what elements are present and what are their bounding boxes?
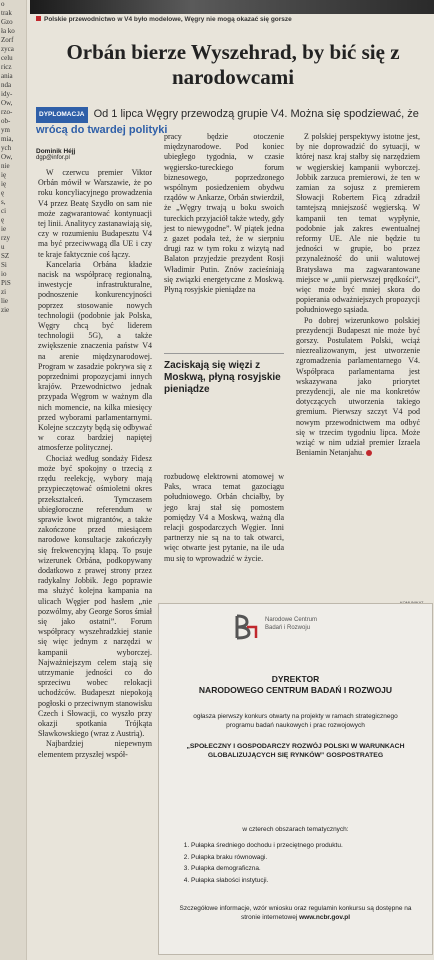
ad-areas-intro: w czterech obszarach tematycznych: (242, 826, 349, 833)
strip-fragment: Ow, (1, 99, 13, 107)
author-name: Dominik Héjj (36, 148, 76, 155)
strip-fragment: idy- (1, 90, 13, 98)
paragraph-final (296, 316, 420, 459)
strip-fragment: u (1, 243, 5, 251)
paragraph: pracy będzie otoczenie międzynarodowe. Pod koniec ubiegłego tygodnia, w czasie węgiersko-tureckiego forum biznesowego, poprzedzonego wspólnym posiedzeniem obydwu rządów w Ankarze, Orbán stwierdził, że „Węgry trwają u boku swoich tureckich przyjaciół także wtedy, gdy jest to niewygodne”. W piątek jedna z gazet podała też, że w sierpniu drugi raz w tym roku z wizytą nad Balaton przyjedzie prezydent Rosji Władimir Putin. Znów zacieśniają się związki energetyczne z Moskwą. Płyną rosyjskie pieniądze na (164, 132, 284, 295)
strip-fragment: o (1, 0, 5, 8)
strip-fragment: ę (1, 189, 5, 197)
paragraph: Najbardziej niepewnym elementem przyszłej współ- (38, 739, 152, 759)
list-item: 4. Pułapka słabości instytucji. (191, 875, 343, 887)
ad-title (159, 674, 432, 696)
paragraph: W czerwcu premier Viktor Orbán mówił w Warszawie, że po roku koncyliacyjnego prowadzenia V4 przez Beatę Szydło on sam nie może zagwarantować kontynuacji tej linii. Analitycy zastanawiają się, czy w rozumieniu Budapesztu V4 ma być przeciwwagą dla UE i czy te kraje faktycznie coś łączy. (38, 168, 152, 259)
strip-fragment: ob- (1, 117, 11, 125)
strip-fragment: ę (1, 216, 5, 224)
photo-caption: Polskie przewodnictwo w V4 było modelowe, Węgry nie mogą okazać się gorsze (36, 16, 292, 23)
article-column-2 (164, 132, 284, 295)
strip-fragment: PiS (1, 279, 11, 287)
article-photo (30, 0, 434, 14)
strip-fragment: SZ (1, 252, 10, 260)
paragraph: Chociaż według sondaży Fidesz może być spokojny o trzecią z rzędu reelekcję, wybory mają przypieczętować ośmioletni okres przekształceń. Tymczasem ubiegłoroczne referendum w sprawie kwot migrantów, a także zakończone przed miesiącem narodowe konsultacje zakończyły się frekwencyjną klapą. To psuje wizerunek Orbána, podkopywany dodatkowo z prawej strony przez radykalny Jobbik. Jego poprawie ma służyć kolejna kampania na ulicach Węgier pod hasłem „nie pozwólmy, aby George Soros śmiał się jako ostatni”. Forum współpracy wyszehradzkiej stanie się więc jednym z narzędzi w kampanii wyborczej. Najważniejszym celem stają się utrzymanie jedności co do sprzeciwu wobec relokacji uchodźców. Budapeszt niepokoją pogłoski o przeciwnym stanowisku Czech i Słowacji, co wyszło przy okazji spotkania Trójkąta Sławkowskiego (wraz z Austrią). (38, 453, 152, 739)
strip-fragment: Gzo (1, 18, 13, 26)
paragraph-text: Po dobrej wizerunkowo polskiej prezydencji Budapeszt nie może być gorszy. Postulatem Polski, wciąż niezrealizowanym, jest utworzenie zgromadzenia parlamentarnego V4. Współpraca parlamentarna jest wskazywana jako priorytet prezydencji, ale nie ma konkretów dotyczących utworzenia takiego gremium. Pierwszy szczyt V4 pod nowym przewodnictwem ma odbyć się w trzecim tygodniu lipca. Może wziąć w nim udział premier Izraela Beniamin Netanjahu. (296, 315, 420, 458)
article-column-3 (296, 132, 420, 459)
ncbr-advertisement (158, 603, 433, 955)
list-item: 1. Pułapka średniego dochodu i przeciętnego produktu. (191, 840, 343, 852)
adjacent-column-strip (0, 0, 27, 960)
strip-fragment: rzy (1, 234, 10, 242)
article-column-1 (38, 168, 152, 760)
paragraph: Kancelaria Orbána kładzie nacisk na współpracę regionalną, inwestycje infrastrukturalne, podnoszenie konkurencyjności poprzez stosowanie nowych technologii (podobnie jak Polska, Węgry chcą być liderem technologii 5G), a także zwiększenie znaczenia państw V4 na arenie międzynarodowej. Program w zasadzie pokrywa się z poprzednimi propozycjami innych krajów. Przewodnictwo jednak przypada Węgrom w ważnym dla nich momencie, na kilka miesięcy przed wyborami parlamentarnymi. Kolejne sczczyty będą się odbywać w coraz bardziej napiętej atmosferze politycznej. (38, 259, 152, 453)
logo-line-2: Badań i Rozwoju (265, 625, 311, 631)
paragraph: Z polskiej perspektywy istotne jest, by nie doprowadzić do sytuacji, w której nasz kraj stałby się narzędziem w węgierskiej kampanii wyborczej. Jobbik zarzuca premierowi, że ten w zamian za sojusz z premierem Słowacji Robertem Ficą zdradził tamtejszą mniejszość węgierską. W kampanii ten temat wypłynie, podobnie jak zakres ewentualnej reformy UE. Ale nie będzie tu jedności w grupie, bo przez przynależność do unii walutowej Bratysława ma zagwarantowane miejsce w „unii pierwszej prędkości”, więc może być mniej skora do popierania odważniejszych propozycji południowego sąsiada. (296, 132, 420, 315)
list-item: 3. Pułapka demograficzna. (191, 863, 343, 875)
ad-url-link[interactable]: www.ncbr.gov.pl (299, 914, 351, 921)
section-tag: DYPLOMACJA (36, 107, 88, 123)
lead-highlight: wrócą do twardej polityki (36, 124, 168, 136)
strip-fragment: zie (1, 306, 10, 314)
strip-fragment: mia, (1, 135, 14, 143)
strip-fragment: s, (1, 198, 6, 206)
pull-quote: Zaciskają się więzi z Moskwą, płyną rosyjskie pieniądze (164, 353, 284, 396)
strip-fragment: ię (1, 180, 7, 188)
strip-fragment: ci (1, 207, 7, 215)
ad-intro: ogłasza pierwszy konkurs otwarty na projekty w ramach strategicznego programu badań naukowych i prac rozwojowych (193, 713, 398, 729)
strip-fragment: ie (1, 225, 7, 233)
ad-title-line-1: DYREKTOR (271, 674, 320, 684)
headline: Orbán bierze Wyszehrad, by bić się z narodowcami (66, 40, 400, 89)
byline (36, 148, 75, 162)
strip-fragment: ym (1, 126, 10, 134)
strip-fragment: ricz (1, 63, 12, 71)
strip-fragment: nie (1, 162, 10, 170)
strip-fragment: ię (1, 171, 7, 179)
author-email: dgp@infor.pl (36, 155, 70, 161)
ad-program-name: „SPOŁECZNY I GOSPODARCZY ROZWÓJ POLSKI W WARUNKACH GLOBALIZUJĄCYCH SIĘ RYNKÓW” GOSPOSTRATEG (186, 743, 405, 759)
strip-fragment: Si (1, 261, 7, 269)
lead-text: Od 1 lipca Węgry przewodzą grupie V4. Można się spodziewać, że (93, 108, 419, 120)
strip-fragment: celu (1, 54, 13, 62)
list-item: 2. Pułapka braku równowagi. (191, 852, 343, 864)
strip-fragment: zi (1, 288, 7, 296)
article-end-mark-icon (366, 450, 372, 456)
strip-fragment: ła ko (1, 27, 15, 35)
paragraph: rozbudowę elektrowni atomowej w Paks, wraca temat gazociągu południowego. Orbán chciałby, by jego kraj stał się pomostem pomiędzy V4 a Moskwą, ważną dla relacji gospodarczych Węgier. Inni partnerzy nie są na to tak otwarci, więc otwarte jest pytanie, na ile uda mu się to wprowadzić w życie. (164, 472, 284, 563)
ncbr-logo-icon (233, 612, 259, 642)
strip-fragment: zyca (1, 45, 14, 53)
logo-line-1: Narodowe Centrum (265, 617, 318, 623)
logo-text (265, 616, 317, 632)
ad-footer (179, 904, 412, 922)
strip-fragment: rzo- (1, 108, 13, 116)
strip-fragment: ania (1, 72, 13, 80)
strip-fragment: Zorf (1, 36, 14, 44)
strip-fragment: Ow, (1, 153, 13, 161)
ad-footer-text: Szczegółowe informacje, wzór wniosku oraz regulamin konkursu są dostępne na stronie internetowej (179, 905, 412, 921)
strip-fragment: nda (1, 81, 12, 89)
strip-fragment: lie (1, 297, 8, 305)
strip-fragment: io (1, 270, 7, 278)
strip-fragment: ych (1, 144, 12, 152)
article-column-2-continued (164, 472, 284, 564)
ad-areas-list (177, 840, 343, 886)
strip-fragment: trak (1, 9, 12, 17)
ad-title-line-2: NARODOWEGO CENTRUM BADAŃ I ROZWOJU (198, 685, 393, 695)
